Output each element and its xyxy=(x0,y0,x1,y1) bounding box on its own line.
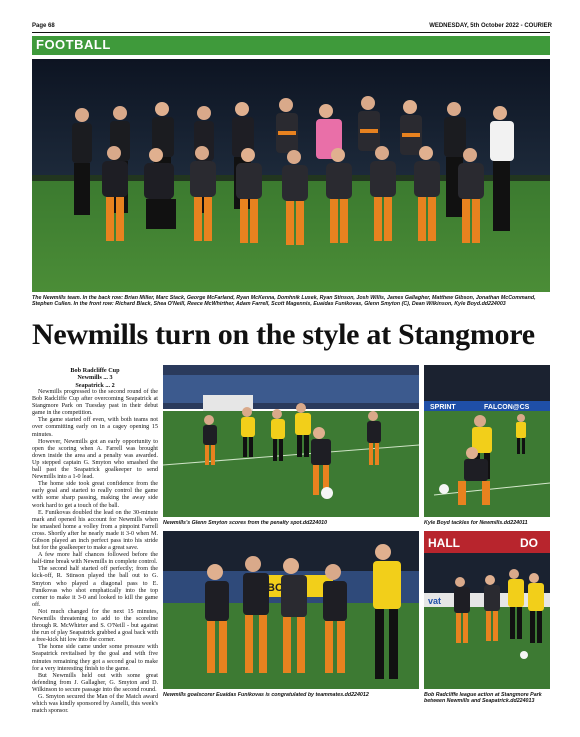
publication-date: WEDNESDAY, 5th October 2022 - COURIER xyxy=(429,23,552,29)
penalty-photo-caption: Newmills's Glenn Smyton scores from the penalty spot.dd224010 xyxy=(163,520,328,526)
score-block xyxy=(32,367,158,389)
congrats-photo-image xyxy=(163,531,419,689)
league-photo-caption: Bob Radcliffe league action at Stangmore Park between Newmills and Seapatrick.dd224013 xyxy=(424,692,542,705)
article-paragraph: The home side came under some pressure with Seapatrick revitalised by the goal and with five minutes remaining they got a second goal to make for a very interesting finish to the game. xyxy=(32,644,158,672)
penalty-photo xyxy=(163,365,419,517)
hall-board-text: HALL xyxy=(428,536,460,550)
article-paragraph: G. Smyton secured the Man of the Match award which was kindly sponsored by Asnelli, this week's match sponsor. xyxy=(32,694,158,715)
congrats-photo-caption: Newmills goalscorer Euaidas Funikovas is congratulated by teammates.dd224012 xyxy=(163,692,369,698)
competition-name: Bob Radcliffe Cup xyxy=(70,367,120,374)
team-photo xyxy=(32,59,550,292)
section-label: FOOTBALL xyxy=(36,37,111,52)
article-paragraph: The home side took great confidence from the early goal and started to really control the game with some sharp passing, making the away side work hard to get a touch of the ball. xyxy=(32,481,158,509)
league-photo-image xyxy=(424,531,550,689)
home-score: Newmills ... 3 xyxy=(77,374,113,382)
sprint-board-text: SPRINT xyxy=(430,404,456,411)
article-paragraph: A few more half chances followed before the half-time break with Newmills in complete control. xyxy=(32,552,158,566)
congrats-photo xyxy=(163,531,419,689)
away-score: Seapatrick ... 2 xyxy=(75,381,115,389)
article-body xyxy=(32,389,158,715)
penalty-photo-image xyxy=(163,365,419,517)
article-paragraph: The second half started off perfectly; from the kick-off, R. Stinson played the ball out to G. Smyton who played a diagonal pass to E. Funikovas who shot emphatically into the top corner to make it 3-0 and looked to kill the game off. xyxy=(32,566,158,608)
article-paragraph: E. Funikovas doubled the lead on the 30-minute mark and opened his account for Newmills when he smashed home a volley from a pinpoint Farrell cross. Shortly after he nearly made it 3-0 when M. Gibson played an inch perfect pass into his stride but for the goalkeeper to make a great save. xyxy=(32,509,158,552)
vat-board-text: vat xyxy=(428,596,442,606)
page-number: Page 68 xyxy=(32,23,55,29)
boyd-photo xyxy=(424,365,550,517)
team-photo-image xyxy=(32,59,550,292)
boyd-photo-caption: Kyle Boyd tackles for Newmills.dd224011 xyxy=(424,520,528,526)
article-paragraph: However, Newmills got an early opportunity to open the scoring when A. Farrell was brought down inside the area and a penalty was awarded. Up stepped captain G. Smyton who smashed the ball past the Seapatrick goalkeeper to send Newmills into a 1-0 lead. xyxy=(32,438,158,481)
article-headline: Newmills turn on the style at Stangmore xyxy=(32,318,535,351)
falcon-board-text: FALCON@CS xyxy=(484,404,530,411)
team-photo-caption: The Newmills team. In the back row: Brian Miller, Marc Stack, George McFarland, Ryan McKenna, Domhnik Lusek, Ryan Stinson, Josh Willis, James Gallagher, Matthew Gibson, Jonathan McCommand, Stephen Cullen. In the front row: Richard Black, Shea O'Neill, Reece McWhirther, Adam Farrell, Scott Magennis, Euaidas Funikovas, Glenn Smyton (C), Dean Wilkinson, Kyle Boyd.dd224003 xyxy=(32,295,536,308)
article-paragraph: The game started off even, with both teams not over committing early on in a cagey opening 15 minutes. xyxy=(32,417,158,438)
article-paragraph: Newmills progressed to the second round of the Bob Radcliffe Cup after overcoming Seapatrick at Stangmore Park on Tuesday past in their debut game in the competition. xyxy=(32,389,158,417)
boyd-photo-image xyxy=(424,365,550,517)
header-rule xyxy=(32,32,550,33)
do-board-text: DO xyxy=(520,536,538,550)
section-band xyxy=(32,36,550,55)
article-paragraph: Not much changed for the next 15 minutes, Newmills threatening to add to the scoreline through R. McWhirter and S. O'Neill - but against the run of play Seapatrick grabbed a goal back with a free-kick hit low into the corner. xyxy=(32,608,158,644)
article-paragraph: But Newmills held out with some great defending from J. Gallagher, G. Smyton and D. Wilkinson to secure passage into the second round. xyxy=(32,672,158,693)
league-photo xyxy=(424,531,550,689)
